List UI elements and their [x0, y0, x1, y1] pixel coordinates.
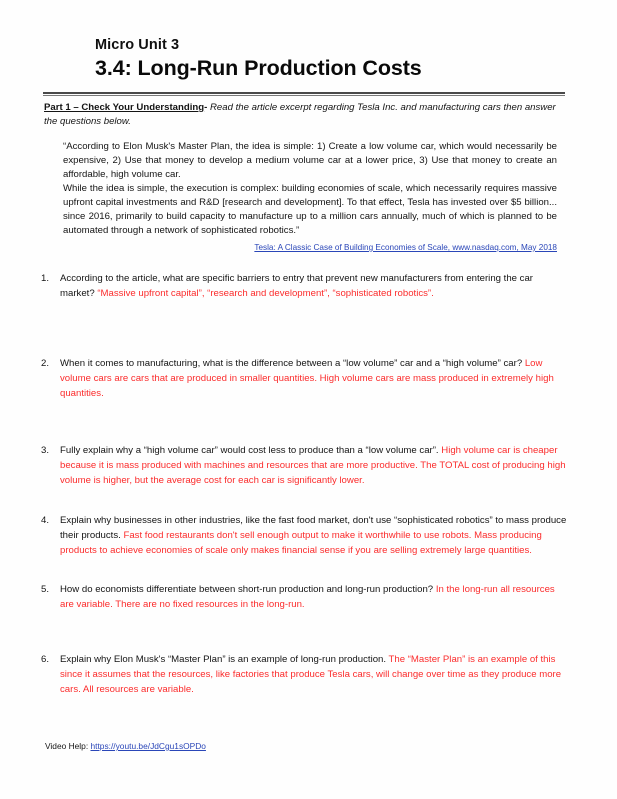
- article-citation[interactable]: [63, 243, 557, 252]
- unit-label: Micro Unit 3: [95, 37, 180, 53]
- question-prompt: Fully explain why a “high volume car” would cost less to produce than a “low volume car”.: [60, 445, 442, 456]
- video-help-link[interactable]: https://youtu.be/JdCgu1sOPDo: [90, 741, 206, 751]
- question-answer: In the long-run all resources are variable. There are no fixed resources in the long-run.: [60, 584, 555, 610]
- question-answer: “Massive upfront capital”, “research and development”, “sophisticated robotics”.: [97, 287, 434, 299]
- question-prompt: Explain why Elon Musk's “Master Plan” is an example of long-run production.: [60, 654, 389, 665]
- excerpt-paragraph-2: While the idea is simple, the execution is complex: building economies of scale, which necessarily requires massive upfront capital investments and R&D [research and development]. To that effect, Tesla has invested over $5 billion... since 2016, primarily to build capacity to manufacture up to a million cars annually, much of which is planned to be automated through a network of sophisticated robotics.”: [63, 183, 557, 236]
- question-answer: High volume car is cheaper because it is mass produced with machines and resources that are more productive. The TOTAL cost of producing high volume is higher, but the average cost for each car is significantly lower.: [60, 445, 566, 486]
- question-number: 1.: [41, 273, 50, 284]
- question-number: 6.: [41, 654, 50, 665]
- question-body: [60, 583, 569, 613]
- part-instruction-text: Read the article excerpt regarding Tesla Inc. and manufacturing cars then answer the questions below.: [44, 102, 556, 127]
- question-prompt: According to the article, what are specific barriers to entry that prevent new manufacturers from entering the car market?: [60, 273, 533, 299]
- question-prompt: How do economists differentiate between short-run production and long-run production?: [60, 584, 436, 595]
- question-prompt: Explain why businesses in other industries, like the fast food market, don't use “sophisticated robotics” to mass produce their products.: [60, 515, 567, 541]
- excerpt-paragraph-1: “According to Elon Musk's Master Plan, the idea is simple: 1) Create a low volume car, which would necessarily be expensive, 2) Use that money to develop a medium volume car at a lower price, 3) Use that money to create an affordable, high volume car.: [63, 141, 557, 180]
- question-answer: Fast food restaurants don't sell enough output to make it worthwhile to use robots. Mass producing products to achieve economies of scale only makes financial sense if you are selling extremely large quantities.: [60, 529, 542, 556]
- question-number: 4.: [41, 515, 50, 526]
- question-body: [60, 272, 569, 302]
- question-prompt: When it comes to manufacturing, what is the difference between a “low volume” car and a “high volume” car?: [60, 358, 525, 369]
- question-item: [41, 514, 569, 559]
- part-label: Part 1 – Check Your Understanding: [44, 102, 205, 113]
- question-item: [41, 272, 569, 302]
- question-number: 5.: [41, 584, 50, 595]
- question-body: [60, 357, 569, 402]
- question-body: [60, 444, 569, 489]
- part-instruction-block: [44, 101, 567, 128]
- question-item: [41, 357, 569, 402]
- question-body: [60, 514, 569, 559]
- question-body: [60, 653, 569, 698]
- citation-link[interactable]: Tesla: A Classic Case of Building Economies of Scale, www.nasdaq.com, May 2018: [254, 243, 557, 252]
- question-item: [41, 583, 569, 613]
- question-number: 3.: [41, 445, 50, 456]
- question-item: [41, 444, 569, 489]
- page-title: 3.4: Long-Run Production Costs: [95, 56, 422, 81]
- question-answer: The “Master Plan” is an example of this since it assumes that the resources, like factories that produce Tesla cars, will change over time as they produce more cars. All resources are variable.: [60, 654, 562, 695]
- header-divider: [43, 92, 565, 96]
- question-item: [41, 653, 569, 698]
- question-number: 2.: [41, 358, 50, 369]
- page-header: [95, 36, 565, 82]
- part-dash: -: [204, 102, 208, 113]
- article-excerpt: [63, 140, 557, 238]
- footer: [45, 741, 206, 752]
- question-answer: Low volume cars are cars that are produced in smaller quantities. High volume cars are mass produced in extremely high quantities.: [60, 358, 554, 399]
- video-help-label: Video Help:: [45, 741, 91, 751]
